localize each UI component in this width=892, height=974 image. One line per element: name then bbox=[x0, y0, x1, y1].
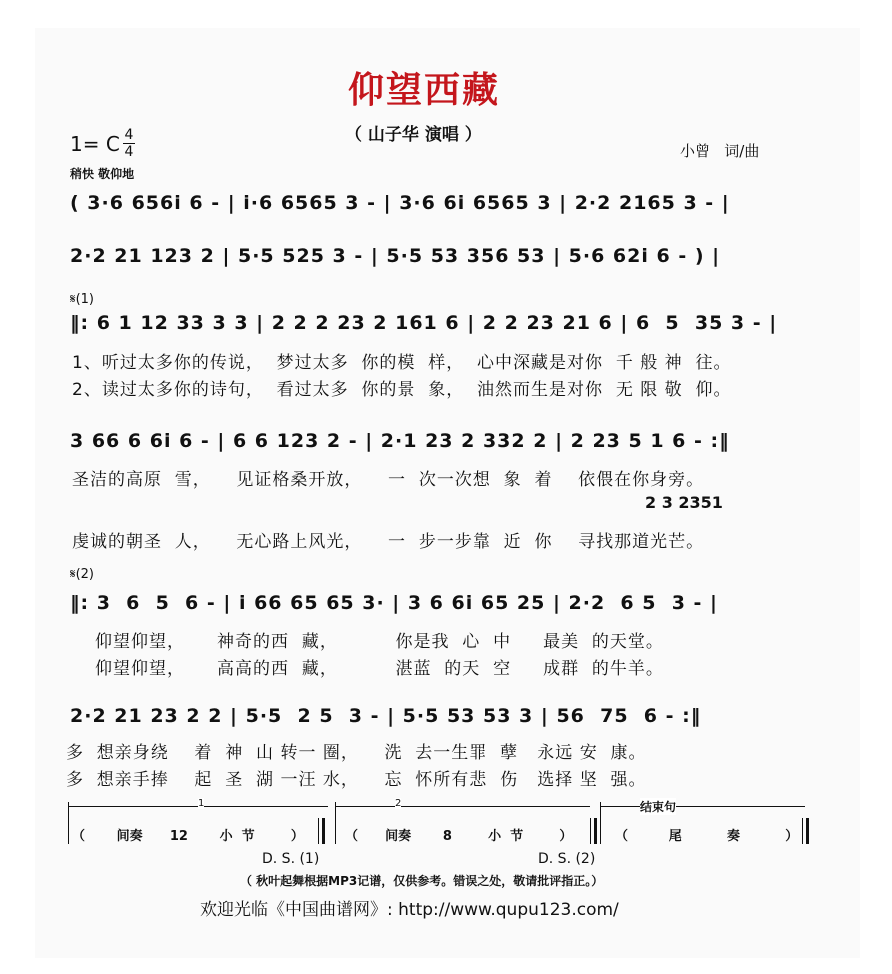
meter-bottom: 4 bbox=[124, 144, 134, 160]
notation-row-intro-1: ( 3·6 656i 6 - | i·6 6565 3 - | 3·6 6i 6565 3 | 2·2 2165 3 - | bbox=[70, 192, 730, 214]
volta-line-3 bbox=[600, 806, 805, 807]
segno-mark-1: 𝄋(1) bbox=[70, 292, 95, 307]
interlude-segment-2: （ 间奏 8 小 节 ） bbox=[345, 829, 573, 844]
ds-mark-2: D. S. (2) bbox=[538, 851, 596, 867]
song-title: 仰望西藏 bbox=[348, 70, 501, 111]
lyric-line: 虔诚的朝圣 人， 无心路上风光， 一 步一步靠 近 你 寻找那道光芒。 bbox=[72, 532, 705, 552]
time-signature bbox=[123, 128, 135, 159]
website-credit: 欢迎光临《中国曲谱网》: http://www.qupu123.com/ bbox=[200, 900, 619, 920]
notation-row-chorus-2: 2·2 21 23 2 2 | 5·5 2 5 3 - | 5·5 53 53 3 | 56 75 6 - :‖ bbox=[70, 705, 702, 727]
lyric-line: 2、读过太多你的诗句， 看过太多 你的景 象， 油然而生是对你 无 限 敬 仰。 bbox=[72, 380, 732, 400]
ds-mark-1: D. S. (1) bbox=[262, 851, 320, 867]
interlude-segment-1: （ 间奏 12 小 节 ） bbox=[72, 829, 304, 844]
score-page bbox=[35, 28, 860, 958]
lyric-line: 多 想亲身绕 着 神 山 转一 圈， 洗 去一生罪 孽 永远 安 康。 bbox=[66, 743, 647, 763]
lyric-line: 1、听过太多你的传说， 梦过太多 你的模 样， 心中深藏是对你 千 般 神 往。 bbox=[72, 353, 732, 373]
volta-bracket bbox=[68, 802, 69, 844]
outro-segment: （ 尾 奏 ） bbox=[615, 829, 799, 844]
double-barline bbox=[590, 818, 597, 844]
volta-bracket bbox=[335, 802, 336, 844]
volta-number-2: 2 bbox=[395, 798, 402, 809]
key-signature: 1= C bbox=[70, 132, 120, 156]
volta-line-2 bbox=[335, 806, 590, 807]
singer-credit: （ 山子华 演唱 ） bbox=[345, 125, 482, 145]
final-barline bbox=[802, 818, 809, 844]
notation-row-verse-2: 3 66 6 6i 6 - | 6 6 123 2 - | 2·1 23 2 332 2 | 2 23 5 1 6 - :‖ bbox=[70, 430, 730, 452]
transcription-note: （ 秋叶起舞根据MP3记谱，仅供参考。错误之处，敬请批评指正。） bbox=[240, 874, 604, 888]
volta-number-1: 1 bbox=[198, 798, 205, 809]
ending-label: 结束句 bbox=[640, 800, 677, 814]
segno-mark-2: 𝄋(2) bbox=[70, 567, 95, 582]
lyric-line: 仰望仰望， 神奇的西 藏， 你是我 心 中 最美 的天堂。 bbox=[95, 632, 664, 652]
alternate-notation: 2 3 2351 bbox=[645, 493, 723, 512]
author-credit: 小曾 词/曲 bbox=[680, 142, 760, 160]
notation-row-verse-1: ‖: 6 1 12 33 3 3 | 2 2 2 23 2 161 6 | 2 2 23 21 6 | 6 5 35 3 - | bbox=[70, 312, 778, 334]
double-barline bbox=[318, 818, 325, 844]
meter-top: 4 bbox=[124, 127, 134, 143]
notation-row-intro-2: 2·2 21 123 2 | 5·5 525 3 - | 5·5 53 356 53 | 5·6 62i 6 - ) | bbox=[70, 245, 721, 267]
lyric-line: 仰望仰望， 高高的西 藏， 湛蓝 的天 空 成群 的牛羊。 bbox=[95, 659, 664, 679]
notation-row-chorus-1: ‖: 3 6 5 6 - | i 66 65 65 3· | 3 6 6i 65 25 | 2·2 6 5 3 - | bbox=[70, 592, 718, 614]
volta-bracket bbox=[600, 802, 601, 844]
lyric-line: 圣洁的高原 雪， 见证格桑开放， 一 次一次想 象 着 依偎在你身旁。 bbox=[72, 470, 705, 490]
tempo-marking: 稍快 敬仰地 bbox=[70, 167, 135, 181]
lyric-line: 多 想亲手捧 起 圣 湖 一汪 水， 忘 怀所有悲 伤 选择 坚 强。 bbox=[66, 770, 647, 790]
